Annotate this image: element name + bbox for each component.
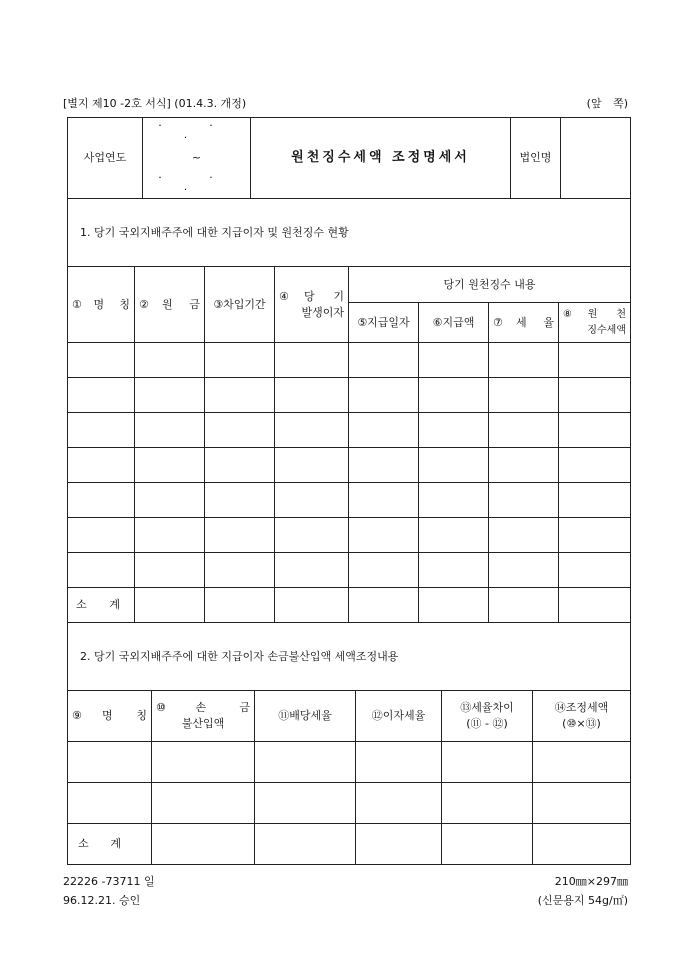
data-cell[interactable] [559,378,631,413]
data-cell[interactable] [275,343,349,378]
data-cell[interactable] [489,448,559,483]
data-cell[interactable] [135,448,205,483]
data-cell[interactable] [205,553,275,588]
data-cell[interactable] [489,343,559,378]
data-cell[interactable] [68,378,135,413]
data-cell[interactable] [489,413,559,448]
data-cell[interactable] [135,553,205,588]
data-cell[interactable] [275,518,349,553]
subtotal-cell[interactable] [255,824,356,865]
col-pay-amount: ⑥지급액 [419,303,489,343]
data-cell[interactable] [205,378,275,413]
subtotal-cell[interactable] [489,588,559,623]
col-nondeduct: ⑩손 금 불산입액 [152,691,255,742]
data-cell[interactable] [68,518,135,553]
data-cell[interactable] [356,742,442,783]
data-cell[interactable] [205,413,275,448]
subtotal-cell[interactable] [419,588,489,623]
data-cell[interactable] [135,518,205,553]
subtotal-cell[interactable] [559,588,631,623]
data-cell[interactable] [135,343,205,378]
data-cell[interactable] [349,518,419,553]
data-cell[interactable] [349,448,419,483]
col-interest-rate: ⑫이자세율 [356,691,442,742]
subtotal-cell[interactable] [205,588,275,623]
col-rate: ⑦세 율 [489,303,559,343]
data-cell[interactable] [419,343,489,378]
data-cell[interactable] [275,378,349,413]
col-withheld: ⑧원 천 징수세액 [559,303,631,343]
table-row [68,448,631,483]
data-cell[interactable] [275,553,349,588]
data-cell[interactable] [68,343,135,378]
data-cell[interactable] [135,413,205,448]
data-cell[interactable] [559,343,631,378]
col-name: ⑨명 칭 [68,691,152,742]
data-cell[interactable] [349,378,419,413]
data-cell[interactable] [68,742,152,783]
corp-field[interactable] [561,118,631,199]
form-code: 22226 -73711 일 [63,875,155,888]
col-rate-diff: ⑬세율차이 (⑪ - ⑫) [442,691,533,742]
section2-table [67,622,631,865]
data-cell[interactable] [559,448,631,483]
subtotal-label: 소 계 [68,824,152,865]
paper-size: 210㎜×297㎜ [554,875,628,888]
col-group: 당기 원천징수 내용 [349,267,631,303]
data-cell[interactable] [68,783,152,824]
data-cell[interactable] [559,553,631,588]
date-dots: · · · [158,119,235,144]
page-side: (앞 쪽) [586,97,628,110]
table-row [68,483,631,518]
data-cell[interactable] [419,378,489,413]
table-row [68,343,631,378]
data-cell[interactable] [559,413,631,448]
period-label: 사업연도 [68,118,143,199]
data-cell[interactable] [68,448,135,483]
data-cell[interactable] [135,483,205,518]
data-cell[interactable] [152,783,255,824]
data-cell[interactable] [533,742,631,783]
col-adjust: ⑭조정세액 (⑩×⑬) [533,691,631,742]
form-label: [별지 제10 -2호 서식] (01.4.3. 개정) [63,97,247,110]
data-cell[interactable] [419,483,489,518]
data-cell[interactable] [559,518,631,553]
subtotal-cell[interactable] [356,824,442,865]
table-row [68,742,631,783]
data-cell[interactable] [349,553,419,588]
subtotal-cell[interactable] [275,588,349,623]
data-cell[interactable] [356,783,442,824]
data-cell[interactable] [152,742,255,783]
subtotal-cell[interactable] [349,588,419,623]
col-period: ③차입기간 [205,267,275,343]
table-row [68,553,631,588]
table-row [68,413,631,448]
col-principal: ②원 금 [135,267,205,343]
data-cell[interactable] [419,518,489,553]
data-cell[interactable] [442,742,533,783]
subtotal-cell[interactable] [533,824,631,865]
period-field[interactable] [143,118,251,199]
data-cell[interactable] [419,448,489,483]
section1-table [67,198,631,623]
data-cell[interactable] [68,483,135,518]
tilde: ~ [191,151,202,164]
date-dots: · · · [158,171,235,196]
data-cell[interactable] [275,413,349,448]
data-cell[interactable] [533,783,631,824]
paper-type: (신문용지 54g/㎡) [537,894,628,907]
data-cell[interactable] [275,483,349,518]
data-cell[interactable] [442,783,533,824]
data-cell[interactable] [205,483,275,518]
table-row [68,518,631,553]
data-cell[interactable] [68,413,135,448]
data-cell[interactable] [135,378,205,413]
table-row [68,783,631,824]
data-cell[interactable] [205,448,275,483]
data-cell[interactable] [419,553,489,588]
col-name: ①명 칭 [68,267,135,343]
data-cell[interactable] [205,518,275,553]
data-cell[interactable] [68,553,135,588]
subtotal-label: 소 계 [68,588,135,623]
col-pay-date: ⑤지급일자 [349,303,419,343]
data-cell[interactable] [559,483,631,518]
data-cell[interactable] [349,483,419,518]
approval-date: 96.12.21. 승인 [63,894,141,907]
subtotal-cell[interactable] [135,588,205,623]
data-cell[interactable] [205,343,275,378]
col-dividend-rate: ⑪배당세율 [255,691,356,742]
data-cell[interactable] [489,518,559,553]
subtotal-cell[interactable] [152,824,255,865]
corp-label: 법인명 [511,118,561,199]
data-cell[interactable] [255,742,356,783]
col-interest: ④당 기 발생이자 [275,267,349,343]
data-cell[interactable] [255,783,356,824]
data-cell[interactable] [275,448,349,483]
table-row [68,378,631,413]
data-cell[interactable] [489,378,559,413]
data-cell[interactable] [489,553,559,588]
data-cell[interactable] [349,413,419,448]
section2-title: 2. 당기 국외지배주주에 대한 지급이자 손금불산입액 세액조정내용 [68,623,631,691]
data-cell[interactable] [419,413,489,448]
data-cell[interactable] [489,483,559,518]
section1-title: 1. 당기 국외지배주주에 대한 지급이자 및 원천징수 현황 [68,199,631,267]
subtotal-cell[interactable] [442,824,533,865]
top-table [67,117,631,199]
data-cell[interactable] [349,343,419,378]
form-title: 원천징수세액 조정명세서 [251,118,511,199]
